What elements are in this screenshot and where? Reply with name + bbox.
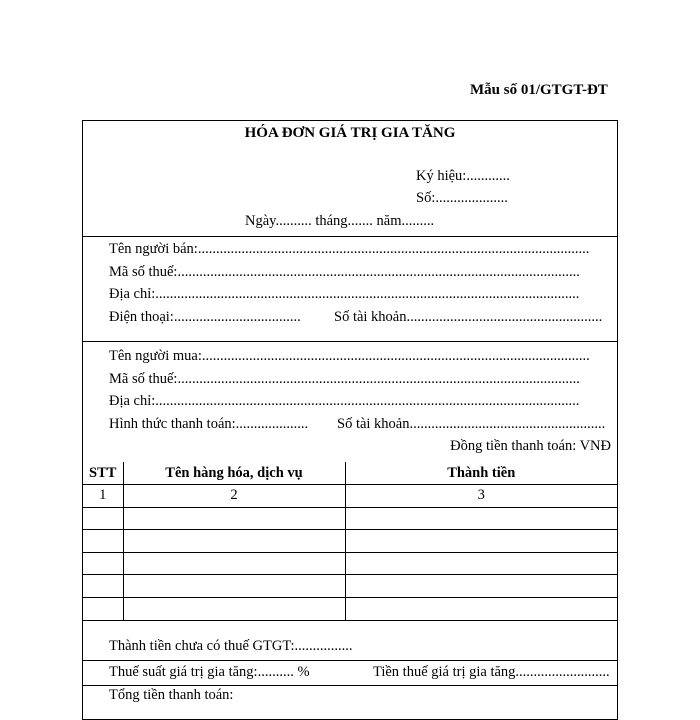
table-cell — [345, 530, 617, 553]
table-cell — [345, 575, 617, 598]
table-cell — [123, 530, 345, 553]
total-payment: Tổng tiền thanh toán: — [109, 687, 234, 703]
total-pre-tax: Thành tiền chưa có thuế GTGT:................ — [109, 638, 353, 654]
buyer-address: Địa chỉ:..................................................................................................................... — [109, 393, 580, 409]
table-cell — [123, 507, 345, 530]
table-cell — [345, 552, 617, 575]
seller-tax-code: Mã số thuế:............................................................................................................... — [109, 264, 580, 280]
table-index-row — [83, 485, 617, 508]
table-cell — [345, 507, 617, 530]
table-cell — [123, 575, 345, 598]
vat-rate: Thuế suất giá trị gia tăng:.......... % — [109, 664, 310, 680]
table-row — [83, 530, 617, 553]
header-stt: STT — [83, 462, 123, 485]
table-row — [83, 552, 617, 575]
items-table — [83, 462, 617, 621]
invoice-symbol: Ký hiệu:............ — [416, 168, 510, 184]
divider-pre-tax — [83, 660, 617, 661]
index-col-1: 1 — [83, 485, 123, 508]
divider-seller — [83, 341, 617, 342]
seller-name: Tên người bán:............................................................................................................ — [109, 241, 590, 257]
header-amount: Thành tiền — [345, 462, 617, 485]
table-cell — [83, 530, 123, 553]
table-row — [83, 575, 617, 598]
seller-address: Địa chỉ:..................................................................................................................... — [109, 286, 580, 302]
table-cell — [83, 575, 123, 598]
divider-vat — [83, 685, 617, 686]
seller-phone: Điện thoại:................................... — [109, 309, 301, 325]
form-code: Mẫu số 01/GTGT-ĐT — [470, 82, 608, 98]
seller-account: Số tài khoản...................................................... — [334, 309, 603, 325]
table-header-row — [83, 462, 617, 485]
invoice-date: Ngày.......... tháng....... năm......... — [245, 213, 435, 229]
index-col-3: 3 — [345, 485, 617, 508]
buyer-name: Tên người mua:........................................................................................................... — [109, 348, 590, 364]
invoice-title: HÓA ĐƠN GIÁ TRỊ GIA TĂNG — [244, 125, 456, 141]
invoice-frame — [82, 120, 618, 720]
table-cell — [123, 598, 345, 621]
table-cell — [83, 552, 123, 575]
buyer-account: Số tài khoản...................................................... — [337, 416, 606, 432]
table-cell — [83, 507, 123, 530]
header-item-name: Tên hàng hóa, dịch vụ — [123, 462, 345, 485]
divider-header — [83, 236, 617, 237]
index-col-2: 2 — [123, 485, 345, 508]
table-cell — [123, 552, 345, 575]
table-cell — [83, 598, 123, 621]
invoice-number: Số:.................... — [416, 190, 508, 206]
buyer-tax-code: Mã số thuế:............................................................................................................... — [109, 371, 580, 387]
payment-currency: Đồng tiền thanh toán: VNĐ — [450, 438, 611, 454]
table-row — [83, 507, 617, 530]
table-row — [83, 598, 617, 621]
vat-amount: Tiền thuế giá trị gia tăng.......................... — [373, 664, 610, 680]
buyer-payment-method: Hình thức thanh toán:.................... — [109, 416, 309, 432]
table-cell — [345, 598, 617, 621]
